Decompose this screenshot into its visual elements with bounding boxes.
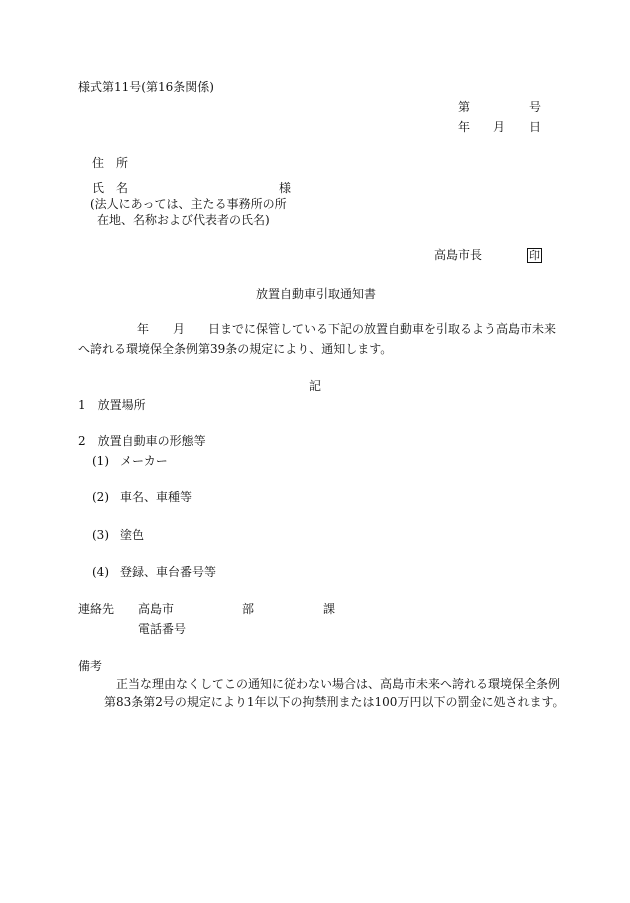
contact-label: 連絡先 <box>78 602 115 616</box>
ki-heading: 記 <box>309 379 322 393</box>
seal-mark: 印 <box>529 249 540 262</box>
item-1-location: 1 放置場所 <box>78 398 146 412</box>
sub-item-3-number: (3) <box>92 528 109 542</box>
remarks-line2: 第83条第2号の規定により1年以下の拘禁刑または100万円以下の罰金に処されます。 <box>104 695 565 709</box>
sub-item-1-number: (1) <box>92 454 109 468</box>
doc-number-dai: 第 <box>458 100 471 114</box>
sub-item-4-number: (4) <box>92 565 109 579</box>
body-line2: へ誇れる環境保全条例第39条の規定により、通知します。 <box>78 342 393 356</box>
document-title: 放置自動車引取通知書 <box>256 287 377 301</box>
contact-department: 部 <box>242 602 255 616</box>
date-year: 年 <box>458 120 471 134</box>
form-number: 様式第11号(第16条関係) <box>78 80 214 94</box>
contact-city: 高島市 <box>138 602 175 616</box>
corporate-note-line2: 在地、名称および代表者の氏名) <box>97 213 270 227</box>
contact-section: 課 <box>323 602 336 616</box>
deadline-year: 年 <box>137 322 150 336</box>
remarks-label: 備考 <box>78 659 103 673</box>
sub-item-3-color: 塗色 <box>120 528 145 542</box>
item-2-vehicle-form: 2 放置自動車の形態等 <box>78 434 206 448</box>
name-label: 氏 名 <box>92 181 129 195</box>
corporate-note-line1: (法人にあっては、主たる事務所の所 <box>90 197 287 211</box>
contact-phone-label: 電話番号 <box>138 622 187 636</box>
sub-item-2-model: 車名、車種等 <box>120 490 193 504</box>
sub-item-2-number: (2) <box>92 490 109 504</box>
body-line1: 日までに保管している下記の放置自動車を引取るよう高島市未来 <box>208 322 557 336</box>
date-day: 日 <box>529 120 542 134</box>
sub-item-1-maker: メーカー <box>120 454 168 468</box>
honorific-sama: 様 <box>279 181 292 195</box>
sender-title: 高島市長 <box>434 248 483 262</box>
remarks-line1: 正当な理由なくしてこの通知に従わない場合は、高島市未来へ誇れる環境保全条例 <box>116 677 561 691</box>
doc-number-go: 号 <box>529 100 542 114</box>
date-month: 月 <box>493 120 506 134</box>
deadline-month: 月 <box>173 322 186 336</box>
sub-item-4-registration: 登録、車台番号等 <box>120 565 217 579</box>
address-label: 住 所 <box>92 156 129 170</box>
